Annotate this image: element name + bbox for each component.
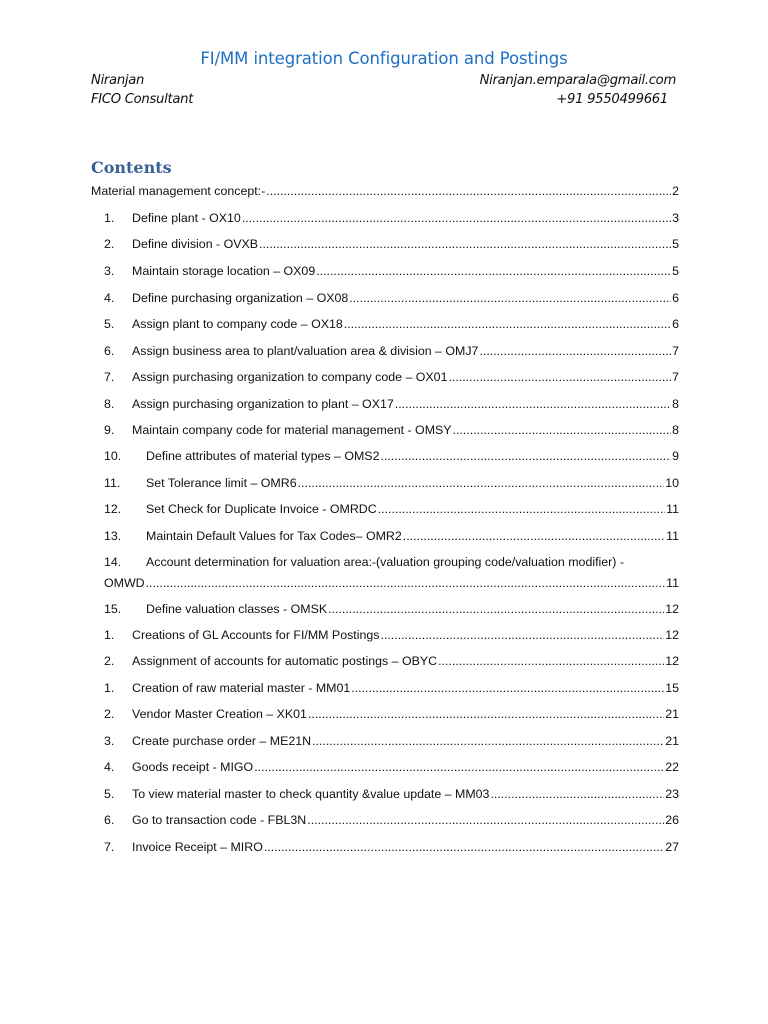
toc-entry[interactable] <box>104 527 679 545</box>
toc-leader-dots <box>380 447 671 465</box>
toc-leader-dots <box>378 500 665 518</box>
toc-entry-number: 11. <box>104 476 121 490</box>
toc-entry[interactable] <box>104 395 679 413</box>
toc-entry-text: Invoice Receipt – MIRO <box>132 840 263 854</box>
toc-entry-text: Maintain company code for material management - OMSY <box>132 423 452 437</box>
toc-entry[interactable] <box>104 209 679 227</box>
toc-entry-text: Material management concept:- <box>91 184 266 198</box>
toc-entry-number: 5. <box>104 317 115 331</box>
toc-entry-number: 8. <box>104 397 115 411</box>
toc-entry-text: Account determination for valuation area:-(valuation grouping code/valuation modifier) - <box>146 555 624 569</box>
toc-page-number: 5 <box>672 237 679 251</box>
toc-entry[interactable] <box>104 289 679 307</box>
toc-page-number: 12 <box>665 602 679 616</box>
author-role: FICO Consultant <box>91 92 194 107</box>
toc-page-number: 12 <box>665 628 679 642</box>
toc-page-number: 27 <box>665 840 679 854</box>
toc-entry-number: 6. <box>104 813 115 827</box>
toc-leader-dots <box>403 527 665 545</box>
author-name: Niranjan <box>91 73 145 88</box>
toc-entry[interactable] <box>104 838 679 856</box>
toc-page-number: 22 <box>665 760 679 774</box>
toc-leader-dots <box>328 600 664 618</box>
toc-entry-number: 14. <box>104 555 122 569</box>
toc-entry-number: 7. <box>104 370 115 384</box>
toc-page-number: 9 <box>672 449 679 463</box>
toc-leader-dots <box>448 368 671 386</box>
toc-entry-text: Creation of raw material master - MM01 <box>132 681 351 695</box>
toc-leader-dots <box>349 289 671 307</box>
toc-page-number: 2 <box>672 184 679 198</box>
toc-leader-dots <box>344 315 671 333</box>
toc-entry-text: Define purchasing organization – OX08 <box>132 291 349 305</box>
toc-leader-dots <box>380 626 664 644</box>
toc-entry-text: Set Check for Duplicate Invoice - OMRDC <box>146 502 377 516</box>
toc-entry-text: Define plant - OX10 <box>132 211 241 225</box>
toc-entry-text: Assign business area to plant/valuation area & division – OMJ7 <box>132 344 479 358</box>
toc-leader-dots <box>312 732 664 750</box>
toc-leader-dots <box>479 342 671 360</box>
toc-leader-dots <box>242 209 671 227</box>
toc-leader-dots <box>266 182 671 200</box>
toc-entry-number: 7. <box>104 840 115 854</box>
toc-entry-continuation[interactable] <box>104 574 679 592</box>
toc-page-number: 6 <box>672 291 679 305</box>
toc-leader-dots <box>146 574 666 592</box>
toc-entry[interactable] <box>104 368 679 386</box>
toc-entry-text: Define valuation classes - OMSK <box>146 602 328 616</box>
toc-entry-number: 5. <box>104 787 115 801</box>
toc-leader-dots <box>395 395 671 413</box>
toc-entry-number: 15. <box>104 602 122 616</box>
toc-leader-dots <box>351 679 664 697</box>
toc-entry-text: Set Tolerance limit – OMR6 <box>146 476 297 490</box>
toc-entry-text: Assign purchasing organization to plant – OX17 <box>132 397 394 411</box>
toc-entry-text: Vendor Master Creation – XK01 <box>132 707 307 721</box>
toc-entry-number: 3. <box>104 264 115 278</box>
toc-entry-text: Assignment of accounts for automatic postings – OBYC <box>132 654 438 668</box>
toc-page-number: 7 <box>672 370 679 384</box>
toc-leader-dots <box>259 235 671 253</box>
toc-entry[interactable] <box>104 262 679 280</box>
toc-entry[interactable] <box>104 421 679 439</box>
toc-page-number: 11 <box>666 529 679 543</box>
toc-entry-number: 2. <box>104 707 115 721</box>
toc-entry-number: 12. <box>104 502 122 516</box>
toc-page-number: 8 <box>672 397 679 411</box>
toc-entry-number: 2. <box>104 654 115 668</box>
toc-page-number: 6 <box>672 317 679 331</box>
toc-page-number: 23 <box>665 787 679 801</box>
toc-entry-number: 2. <box>104 237 115 251</box>
toc-entry-number: 13. <box>104 529 122 543</box>
toc-entry[interactable] <box>104 732 679 750</box>
toc-leader-dots <box>316 262 671 280</box>
contents-heading: Contents <box>91 158 172 177</box>
toc-entry-text-continued: OMWD <box>104 576 145 590</box>
toc-entry[interactable] <box>104 679 679 697</box>
toc-page-number: 11 <box>666 502 679 516</box>
toc-entry-text: Define division - OVXB <box>132 237 259 251</box>
toc-leader-dots <box>490 785 664 803</box>
toc-entry[interactable] <box>104 447 679 465</box>
toc-page-number: 10 <box>665 476 679 490</box>
toc-entry-number: 6. <box>104 344 115 358</box>
toc-entry[interactable] <box>104 235 679 253</box>
toc-entry-text: Create purchase order – ME21N <box>132 734 312 748</box>
toc-page-number: 8 <box>672 423 679 437</box>
toc-entry[interactable] <box>104 342 679 360</box>
toc-leader-dots <box>254 758 664 776</box>
toc-entry-number: 9. <box>104 423 115 437</box>
toc-entry-text: Go to transaction code - FBL3N <box>132 813 307 827</box>
toc-entry-number: 4. <box>104 291 115 305</box>
toc-page-number: 26 <box>665 813 679 827</box>
toc-entry-number: 10. <box>104 449 122 463</box>
toc-entry-text: Assign purchasing organization to company code – OX01 <box>132 370 448 384</box>
toc-entry-text: To view material master to check quantity &value update – MM03 <box>132 787 490 801</box>
toc-entry-number: 1. <box>104 628 115 642</box>
toc-entry[interactable] <box>104 705 679 723</box>
toc-leader-dots <box>453 421 672 439</box>
toc-entry[interactable] <box>104 785 679 803</box>
toc-leader-dots <box>308 705 664 723</box>
toc-entry-text: Define attributes of material types – OMS2 <box>146 449 380 463</box>
toc-entry-text: Maintain storage location – OX09 <box>132 264 316 278</box>
author-phone: +91 9550499661 <box>556 92 668 107</box>
toc-page-number: 11 <box>666 576 679 590</box>
toc-page-number: 12 <box>665 654 679 668</box>
toc-page-number: 15 <box>665 681 679 695</box>
toc-entry[interactable] <box>104 553 624 571</box>
toc-page-number: 3 <box>672 211 679 225</box>
toc-entry-number: 4. <box>104 760 115 774</box>
toc-entry-text: Creations of GL Accounts for FI/MM Postings <box>132 628 380 642</box>
toc-entry[interactable] <box>104 500 679 518</box>
toc-entry-text: Assign plant to company code – OX18 <box>132 317 343 331</box>
toc-entry[interactable] <box>91 182 679 200</box>
toc-page-number: 21 <box>665 707 679 721</box>
toc-entry-text: Goods receipt - MIGO <box>132 760 254 774</box>
toc-page-number: 5 <box>672 264 679 278</box>
toc-leader-dots <box>438 652 664 670</box>
toc-entry-number: 1. <box>104 211 115 225</box>
toc-entry-text: Maintain Default Values for Tax Codes– OMR2 <box>146 529 402 543</box>
toc-entry[interactable] <box>104 811 679 829</box>
document-title: FI/MM integration Configuration and Postings <box>200 49 568 68</box>
toc-leader-dots <box>307 811 664 829</box>
author-email: Niranjan.emparala@gmail.com <box>479 73 676 88</box>
toc-entry[interactable] <box>104 758 679 776</box>
toc-page-number: 21 <box>665 734 679 748</box>
toc-entry[interactable] <box>104 474 679 492</box>
toc-entry[interactable] <box>104 600 679 618</box>
toc-leader-dots <box>264 838 664 856</box>
toc-page-number: 7 <box>672 344 679 358</box>
toc-entry-number: 1. <box>104 681 115 695</box>
toc-entry[interactable] <box>104 315 679 333</box>
toc-entry[interactable] <box>104 652 679 670</box>
toc-entry[interactable] <box>104 626 679 644</box>
toc-leader-dots <box>298 474 665 492</box>
toc-entry-number: 3. <box>104 734 115 748</box>
